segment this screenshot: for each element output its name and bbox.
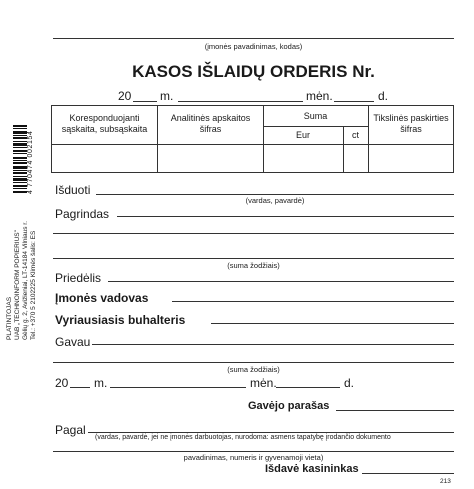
company-line	[53, 38, 454, 39]
col-sum-ct: ct	[351, 130, 359, 140]
company-caption: (įmonės pavadinimas, kodas)	[204, 42, 303, 51]
isduoti-label: Išduoti	[55, 183, 91, 197]
pagal-field[interactable]	[88, 432, 454, 433]
date2-men-label: mėn.	[250, 376, 277, 390]
date2-month-field[interactable]	[110, 387, 246, 388]
date2-day-field[interactable]	[276, 387, 340, 388]
date-d-label: d.	[378, 89, 389, 103]
isduoti-field[interactable]	[96, 194, 454, 195]
priedelis-label: Priedėlis	[55, 271, 102, 285]
col-analytic-code: Analitinės apskaitos šifras	[170, 113, 251, 134]
pagrindas-label: Pagrindas	[55, 207, 110, 221]
vendor-line-1: PLATINTOJAS	[6, 296, 13, 340]
cashier-signature-field[interactable]	[362, 473, 454, 474]
pagal-caption: (vardas, pavardė, jei ne įmonės darbuotojas, nurodoma: asmens tapatybę įrodančio dokumento	[95, 434, 391, 441]
pavadinimas-caption: pavadinimas, numeris ir gyvenamoji vieta)	[183, 453, 324, 462]
recipient-signature-label: Gavėjo parašas	[248, 400, 330, 412]
pagrindas-field[interactable]	[117, 216, 454, 217]
col-sum: Suma	[303, 111, 328, 121]
gavau-field[interactable]	[92, 344, 454, 345]
date2-m-label: m.	[94, 376, 108, 390]
date-year-field[interactable]	[133, 101, 157, 102]
cell-eur[interactable]	[264, 145, 343, 172]
sum-words-caption-1: (suma žodžiais)	[227, 261, 280, 270]
pagal-label: Pagal	[55, 423, 86, 437]
cashier-label: Išdavė kasininkas	[265, 463, 359, 475]
chief-accountant-field[interactable]	[211, 323, 454, 324]
name-caption: (vardas, pavardė)	[245, 196, 305, 205]
date-men-label: mėn.	[306, 89, 333, 103]
cell-analytic[interactable]	[158, 145, 263, 172]
col-correspondent-account: Koresponduojanti sąskaita, subsąskaita	[61, 113, 148, 134]
date-year-prefix: 20	[118, 89, 132, 103]
cell-account[interactable]	[53, 145, 157, 172]
document-title: KASOS IŠLAIDŲ ORDERIS Nr.	[132, 62, 375, 81]
date2-d-label: d.	[344, 376, 355, 390]
pagrindas-field-2[interactable]	[53, 233, 454, 234]
date2-year-prefix: 20	[55, 376, 69, 390]
cell-ct[interactable]	[344, 145, 368, 172]
company-head-label: Įmonės vadovas	[55, 291, 149, 305]
date-month-field[interactable]	[178, 101, 303, 102]
vendor-line-2: UAB „TECHNOINFORM POPIERIUS"	[14, 230, 21, 340]
barcode-number: 4 770474 002154	[27, 130, 34, 194]
sum-words-field[interactable]	[53, 258, 454, 259]
date-m-label: m.	[160, 89, 174, 103]
date-day-field[interactable]	[334, 101, 374, 102]
company-head-field[interactable]	[172, 301, 454, 302]
chief-accountant-label: Vyriausiasis buhalteris	[55, 313, 186, 327]
priedelis-field[interactable]	[108, 281, 454, 282]
recipient-signature-field[interactable]	[336, 410, 454, 411]
cell-purpose[interactable]	[369, 145, 452, 172]
page-number: 213	[440, 478, 451, 485]
col-sum-eur: Eur	[295, 130, 310, 140]
vendor-line-4: Tel.: +370 5 2102225 Klimės šalis: ES	[30, 230, 37, 340]
col-purpose-code: Tikslinės paskirties šifras	[373, 113, 449, 134]
accounting-table	[51, 105, 454, 173]
date2-year-field[interactable]	[70, 387, 90, 388]
barcode	[13, 125, 27, 195]
sum-words-caption-2: (suma žodžiais)	[227, 365, 280, 374]
vendor-line-3: Gėlių g. 2, Avižieniai, LT-14184 Vilniaus r.	[22, 221, 29, 340]
pagal-field-2[interactable]	[53, 451, 454, 452]
gavau-label: Gavau	[55, 335, 91, 349]
gavau-field-2[interactable]	[53, 362, 454, 363]
